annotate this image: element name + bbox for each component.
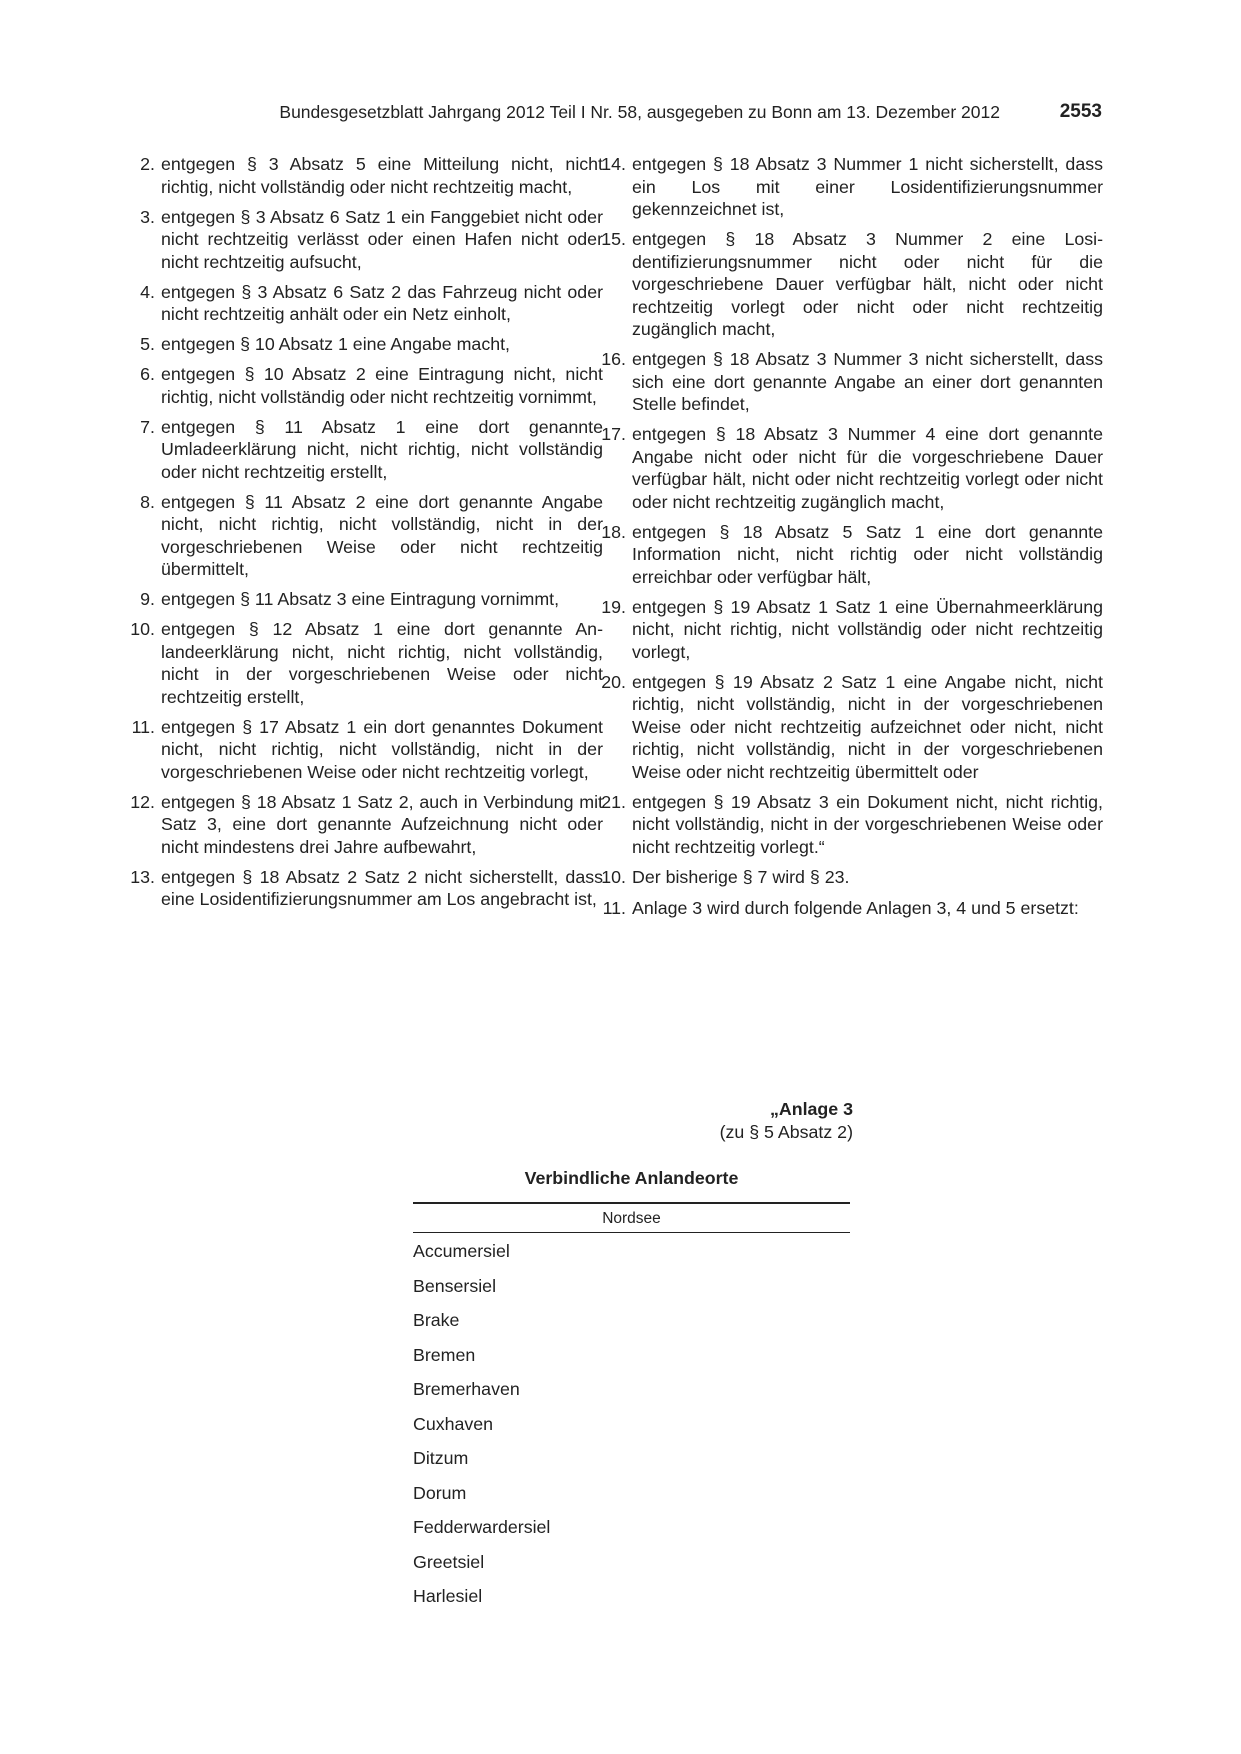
item-number: 10. xyxy=(601,867,626,887)
item-text: Anlage 3 wird durch folgende Anlagen 3, 4 und 5 ersetzt: xyxy=(632,897,1079,918)
list-item xyxy=(130,866,603,911)
item-text: entgegen § 19 Absatz 3 ein Dokument nicht, nicht richtig, nicht vollständig, nicht in der vorgeschriebenen Weise oder nicht rechtzeitig vorlegt.“ xyxy=(632,791,1103,857)
table-row: Ditzum xyxy=(413,1448,469,1468)
list-item xyxy=(601,153,1103,221)
table-row: Fedderwardersiel xyxy=(413,1517,551,1537)
list-item xyxy=(140,416,603,484)
item-text: entgegen § 18 Absatz 1 Satz 2, auch in Verbindung mit Satz 3, eine dort genannte Aufzeichnung nicht oder nicht mindestens drei Jahre aufbewahrt, xyxy=(161,791,603,857)
item-text: entgegen § 17 Absatz 1 ein dort genanntes Dokument nicht, nicht richtig, nicht vollständig, nicht in der vorgeschriebenen Weise oder nicht rechtzeitig vorlegt, xyxy=(161,716,603,782)
list-item xyxy=(140,363,603,408)
item-number: 8. xyxy=(140,491,155,512)
item-number: 9. xyxy=(140,589,155,609)
list-item xyxy=(601,596,1103,664)
item-text: entgegen § 11 Absatz 1 eine dort genannte Umladeerklärung nicht, nicht richtig, nicht vollständig oder nicht rechtzeitig erstellt, xyxy=(161,416,603,482)
list-item xyxy=(601,671,1103,784)
item-number: 17. xyxy=(601,424,626,444)
item-number: 19. xyxy=(601,596,626,617)
item-number: 3. xyxy=(140,206,155,227)
item-number: 4. xyxy=(140,281,155,302)
list-item xyxy=(130,791,603,859)
item-text: entgegen § 10 Absatz 1 eine Angabe macht, xyxy=(161,334,510,354)
item-text: entgegen § 18 Absatz 2 Satz 2 nicht sicherstellt, dass eine Losidentifizierungsnummer am Los angebracht ist, xyxy=(161,866,603,909)
table-body xyxy=(413,1234,850,1614)
item-text: entgegen § 19 Absatz 1 Satz 1 eine Übernahmeerklärung nicht, nicht richtig, nicht vollständig oder nicht rechtzeitig vorlegt, xyxy=(632,596,1103,662)
table-row: Accumersiel xyxy=(413,1241,510,1261)
table-row: Brake xyxy=(413,1310,460,1330)
list-item xyxy=(601,791,1103,859)
list-item xyxy=(601,228,1103,341)
item-number: 7. xyxy=(140,416,155,437)
list-item xyxy=(598,897,1103,920)
item-number: 11. xyxy=(602,897,626,918)
list-item xyxy=(601,423,1103,513)
item-number: 11. xyxy=(131,716,155,737)
list-item xyxy=(140,281,603,326)
item-number: 10. xyxy=(130,619,155,639)
table-row: Bremerhaven xyxy=(413,1379,520,1399)
list-item xyxy=(601,521,1103,589)
item-text: entgegen § 3 Absatz 5 eine Mitteilung nicht, nicht richtig, nicht vollständig oder nicht rechtzeitig macht, xyxy=(161,154,603,197)
list-item xyxy=(598,866,1103,889)
anlandeorte-table xyxy=(413,1167,850,1614)
item-text: entgegen § 12 Absatz 1 eine dort genannte Anlandeerklärung nicht, nicht richtig, nicht vollständig, nicht in der vorgeschriebenen Weise oder nicht rechtzeitig erstellt, xyxy=(161,619,603,707)
item-number: 21. xyxy=(601,791,626,812)
list-item xyxy=(140,206,603,274)
table-row: Bensersiel xyxy=(413,1275,497,1296)
item-number: 2. xyxy=(140,154,155,174)
item-text: entgegen § 18 Absatz 3 Nummer 3 nicht sicherstellt, dass sich eine dort genannte Angabe an einer dort genannten Stelle befindet, xyxy=(632,349,1103,414)
anlage-title: „Anlage 3 xyxy=(769,1099,853,1119)
list-item xyxy=(140,333,603,356)
item-number: 18. xyxy=(601,521,626,542)
item-text: entgegen § 11 Absatz 2 eine dort genannte Angabe nicht, nicht richtig, nicht vollständig, nicht in der vorgeschriebenen Weise oder nicht rechtzeitig übermittelt, xyxy=(161,491,603,579)
table-row: Dorum xyxy=(413,1482,467,1503)
item-text: entgegen § 18 Absatz 3 Nummer 4 eine dort genannte Angabe nicht oder nicht für die vorgeschriebene Dauer verfügbar hält, nicht oder nicht rechtzeitig vorlegt oder nicht oder nicht rechtzeitig zugänglich macht, xyxy=(632,424,1103,512)
item-text: entgegen § 18 Absatz 3 Nummer 2 eine Losidentifizierungsnummer nicht oder nicht für die vorgeschriebene Dauer verfügbar hält, nicht oder nicht rechtzeitig vorlegt oder nicht oder nicht rechtzeitig zugänglich macht, xyxy=(632,229,1103,339)
item-text: entgegen § 11 Absatz 3 eine Eintragung vornimmt, xyxy=(161,589,560,609)
right-column xyxy=(601,153,1103,927)
table-row: Harlesiel xyxy=(413,1586,483,1606)
item-number: 15. xyxy=(601,229,626,249)
item-number: 14. xyxy=(601,154,626,174)
item-number: 13. xyxy=(130,866,155,887)
item-number: 5. xyxy=(140,334,155,354)
list-item xyxy=(140,153,603,198)
item-number: 16. xyxy=(601,349,626,369)
item-text: entgegen § 3 Absatz 6 Satz 2 das Fahrzeug nicht oder nicht rechtzeitig anhält oder ein Netz einholt, xyxy=(161,281,603,324)
item-text: entgegen § 18 Absatz 3 Nummer 1 nicht sicherstellt, dass ein Los mit einer Losidentifizierungsnummer gekennzeichnet ist, xyxy=(632,154,1103,219)
item-number: 12. xyxy=(130,791,155,812)
list-item xyxy=(130,618,603,708)
table-row: Cuxhaven xyxy=(413,1413,494,1434)
list-item xyxy=(601,348,1103,416)
item-text: entgegen § 19 Absatz 2 Satz 1 eine Angabe nicht, nicht richtig, nicht vollständig, nicht in der vorgeschriebenen Weise oder nicht rechtzeitig aufzeichnet oder nicht, nicht richtig, nicht vollständig, nicht in der vorgeschriebenen Weise oder nicht rechtzeitig übermittelt oder xyxy=(632,671,1103,782)
item-text: entgegen § 18 Absatz 5 Satz 1 eine dort genannte Information nicht, nicht richtig oder nicht vollständig erreichbar oder verfügbar hält, xyxy=(632,521,1103,587)
anlage-heading xyxy=(720,1098,853,1143)
list-item xyxy=(131,716,603,784)
item-text: entgegen § 3 Absatz 6 Satz 1 ein Fanggebiet nicht oder nicht rechtzeitig verlässt oder einen Hafen nicht oder nicht rechtzeitig aufsucht, xyxy=(161,206,603,272)
left-column xyxy=(130,153,603,918)
header-title: Bundesgesetzblatt Jahrgang 2012 Teil I Nr. 58, ausgegeben zu Bonn am 13. Dezember 2012 xyxy=(279,102,1000,122)
page-number: 2553 xyxy=(1059,101,1102,122)
table-row: Greetsiel xyxy=(413,1551,485,1572)
list-item xyxy=(140,491,603,581)
anlage-subtitle: (zu § 5 Absatz 2) xyxy=(719,1121,853,1142)
item-number: 20. xyxy=(601,671,626,692)
table-caption: Verbindliche Anlandeorte xyxy=(524,1168,739,1188)
table-header-rule xyxy=(413,1232,850,1233)
item-text: Der bisherige § 7 wird § 23. xyxy=(632,867,850,887)
list-item xyxy=(140,588,603,611)
item-number: 6. xyxy=(140,364,155,384)
table-row: Bremen xyxy=(413,1344,476,1365)
item-text: entgegen § 10 Absatz 2 eine Eintragung nicht, nicht richtig, nicht vollständig oder nicht rechtzeitig vornimmt, xyxy=(161,364,603,407)
table-column-header: Nordsee xyxy=(602,1210,661,1227)
